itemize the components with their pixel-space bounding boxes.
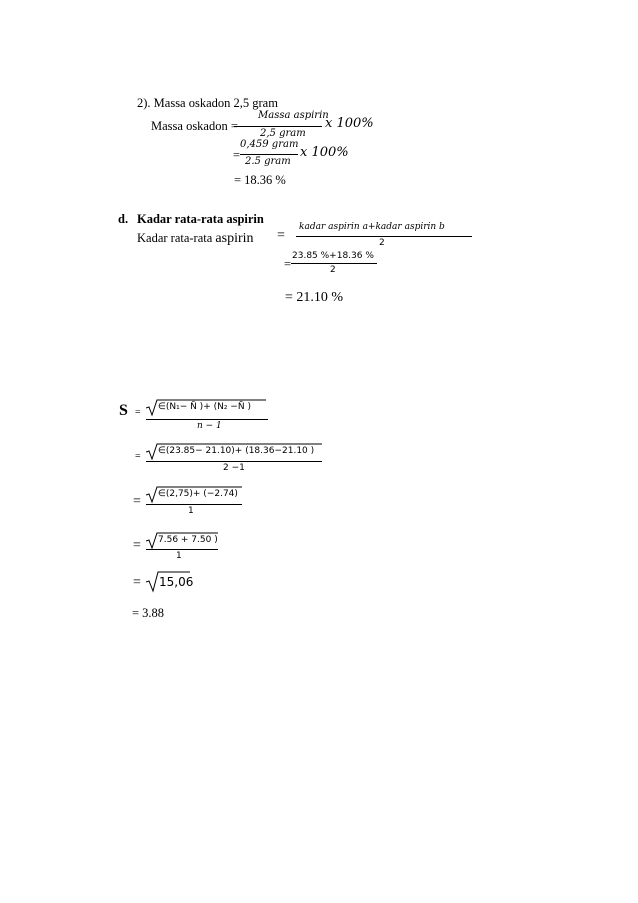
- heading-massa-oskadon: 2). Massa oskadon 2,5 gram: [137, 96, 278, 110]
- section-label-d: d.: [118, 212, 129, 226]
- formula-denominator: 1: [188, 506, 194, 516]
- equals-sign: =: [133, 538, 141, 553]
- fraction-bar: [146, 419, 268, 420]
- fraction-bar: [146, 504, 242, 505]
- fraction-denominator: 2: [379, 238, 385, 248]
- lhs-kadar-rata-rata: [137, 231, 254, 247]
- formula-denominator: 2 −1: [223, 463, 245, 473]
- result-18-36: = 18.36 %: [234, 173, 286, 187]
- formula-numerator: ∈(2,75)+ (−2.74): [158, 489, 238, 499]
- fraction-bar: [146, 549, 218, 550]
- section-title: Kadar rata-rata aspirin: [137, 212, 264, 226]
- formula-numerator: ∈(23.85− 21.10)+ (18.36−21.10 ): [158, 446, 315, 456]
- fraction-numerator: kadar aspirin a+kadar aspirin b: [299, 222, 445, 232]
- fraction-numerator: Massa aspirin: [258, 110, 329, 121]
- result-3-88: = 3.88: [132, 606, 165, 620]
- symbol-s: S: [119, 402, 128, 419]
- fraction-numerator: 0,459 gram: [240, 139, 299, 150]
- result-21-10: = 21.10 %: [285, 290, 344, 305]
- lhs-text: Kadar rata-rata: [137, 231, 216, 245]
- formula-denominator: 1: [176, 551, 182, 561]
- fraction-bar: [146, 461, 322, 462]
- equals-sign: =: [133, 575, 141, 590]
- equals-sign: =: [133, 494, 141, 509]
- times-100-percent: x 100%: [325, 116, 374, 131]
- equals-sign: =: [277, 228, 285, 243]
- fraction-bar: [291, 263, 377, 264]
- formula-numerator: 7.56 + 7.50 ): [158, 535, 218, 545]
- sqrt-value: 15,06: [159, 575, 194, 589]
- fraction-bar: [240, 154, 298, 155]
- fraction-bar: [234, 126, 322, 127]
- fraction-bar: [296, 236, 472, 237]
- equals-sign: =: [284, 257, 292, 271]
- formula-denominator: n − 1: [197, 421, 222, 431]
- lhs-massa-oskadon: Massa oskadon =: [151, 119, 238, 133]
- equals-sign: =: [233, 148, 241, 162]
- times-100-percent: x 100%: [300, 145, 349, 160]
- fraction-denominator: 2,5 gram: [260, 128, 306, 139]
- fraction-numerator: 23.85 %+18.36 %: [292, 251, 374, 261]
- fraction-denominator: 2.5 gram: [245, 156, 291, 167]
- fraction-denominator: 2: [330, 265, 336, 275]
- equals-sign: =: [135, 407, 141, 418]
- formula-numerator: ∈(N₁− N̄ )+ (N₂ −N̄ ): [158, 402, 251, 412]
- equals-sign: =: [135, 451, 141, 462]
- lhs-aspirin: aspirin: [215, 231, 254, 246]
